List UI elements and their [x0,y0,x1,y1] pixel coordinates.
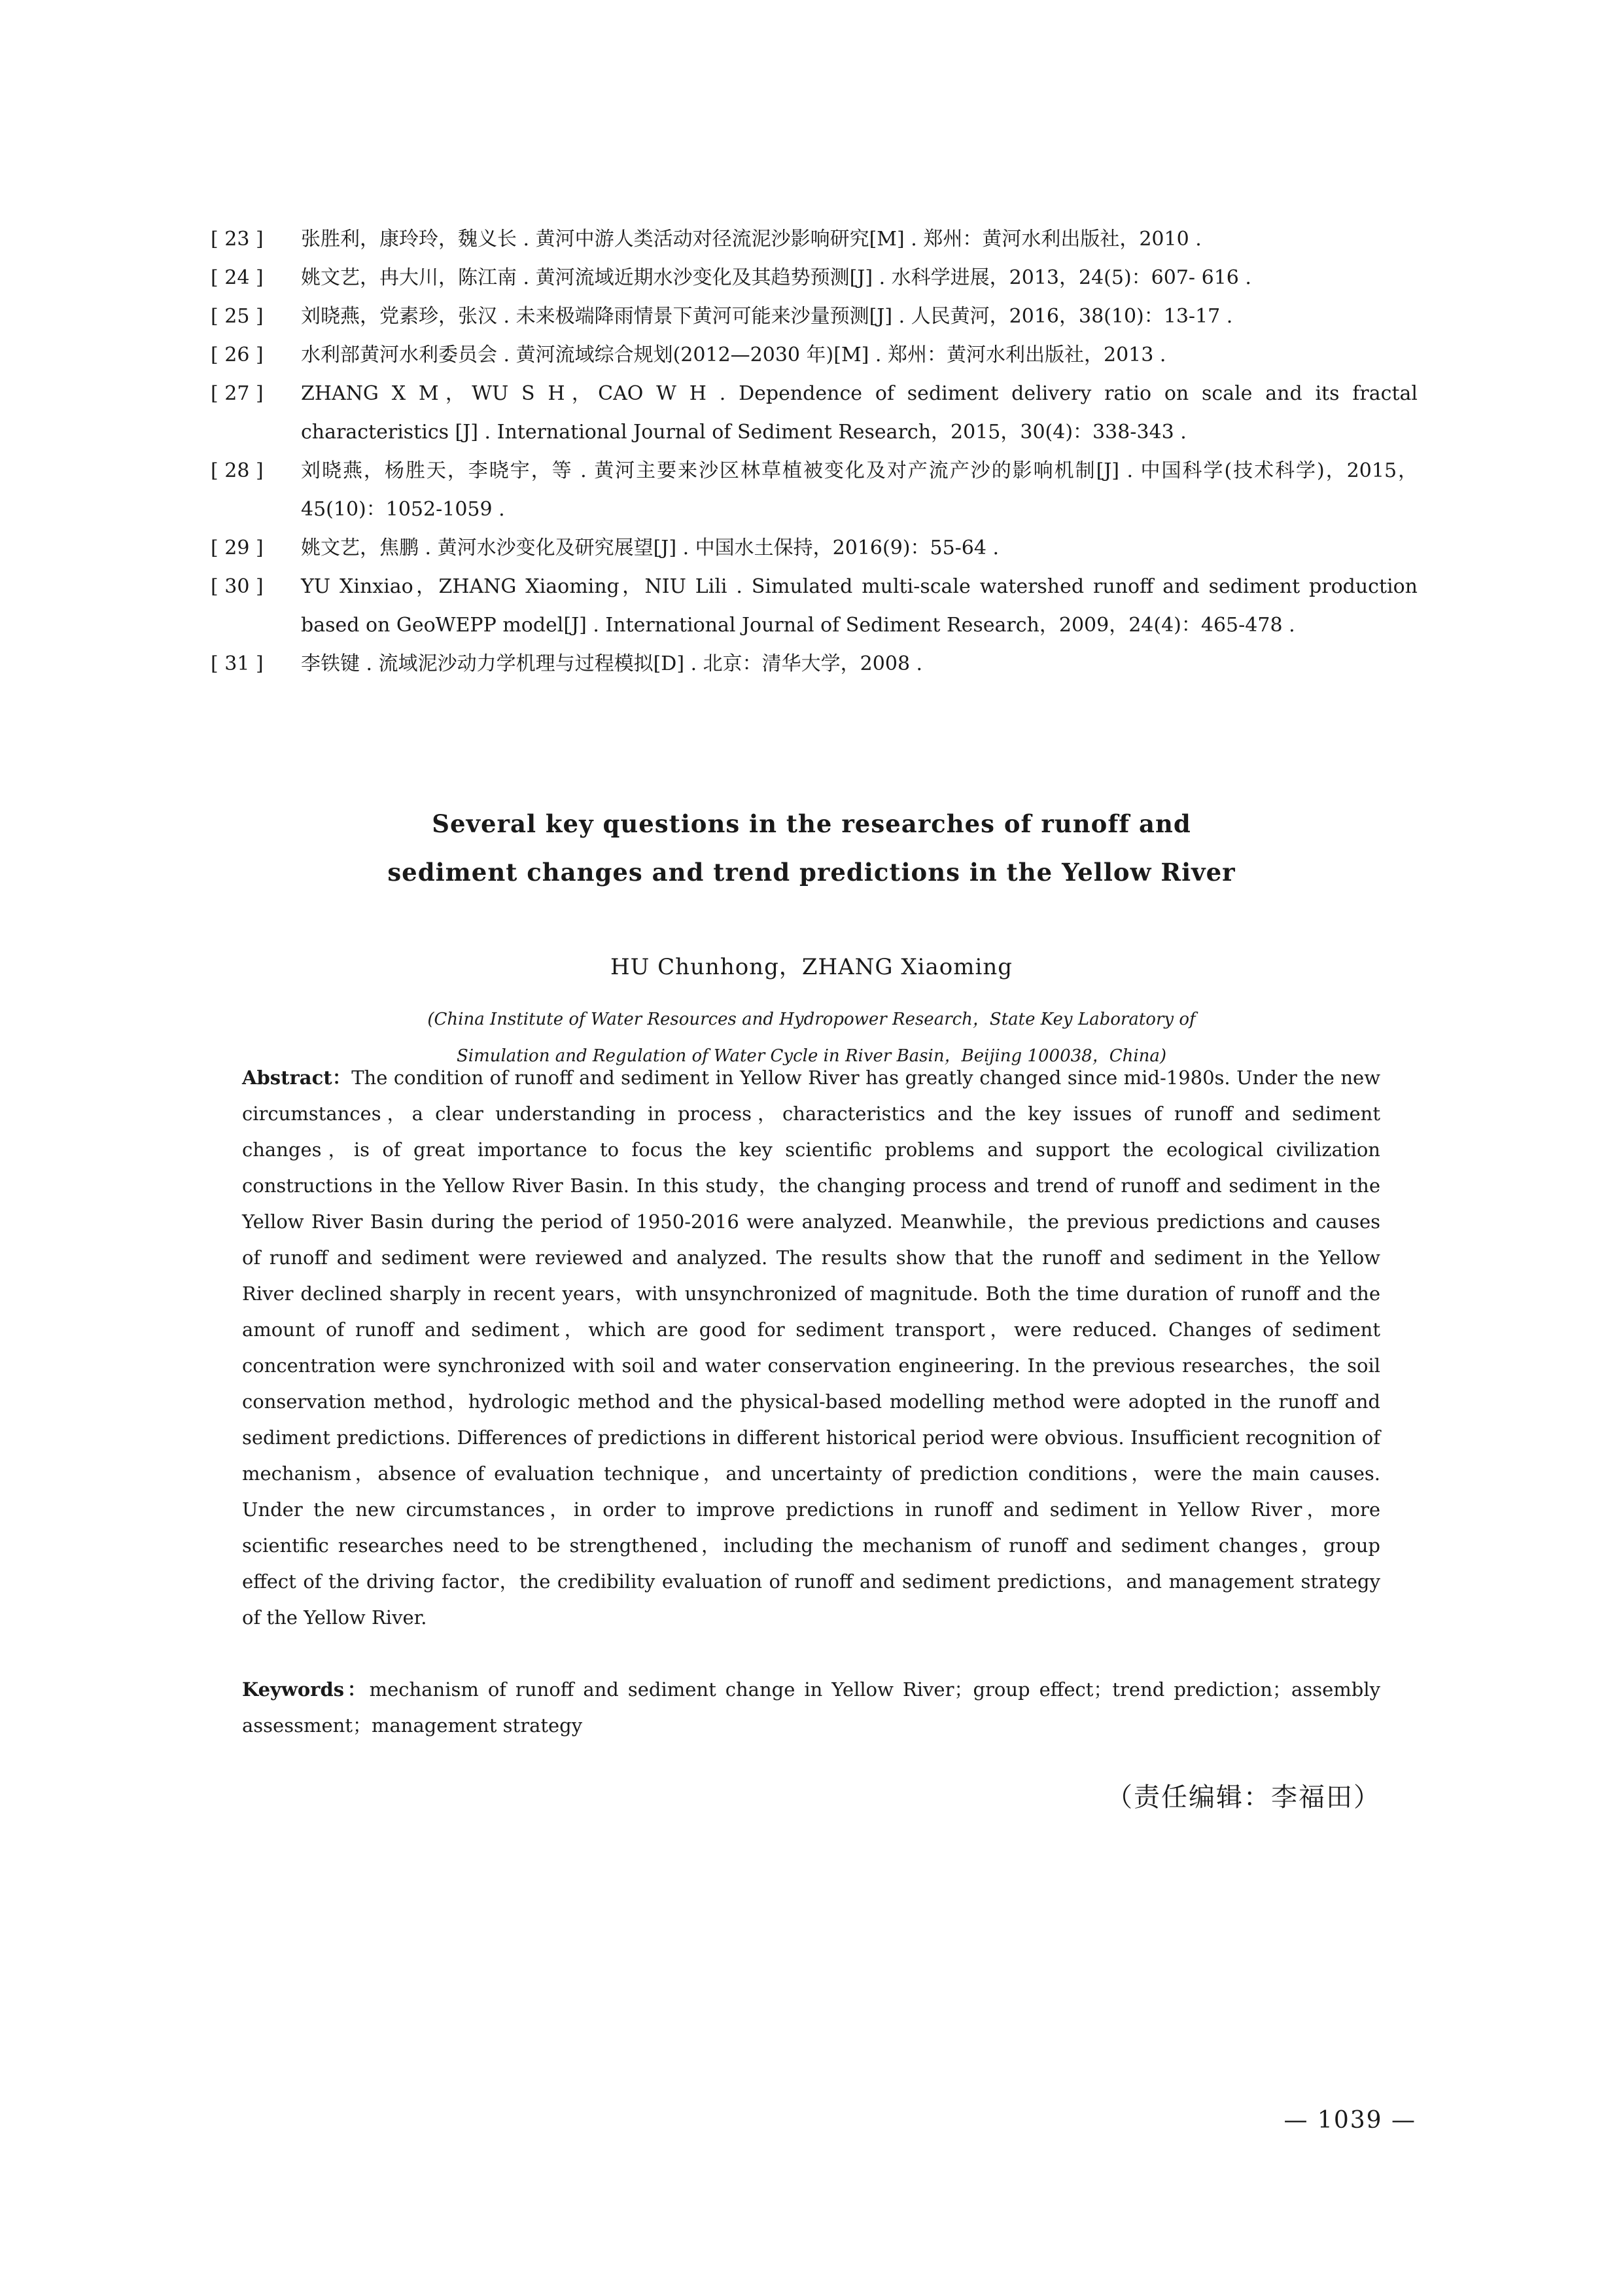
reference-number: [ 26 ] [211,344,264,366]
abstract [242,1060,1380,1636]
english-title-line-1: Several key questions in the researches of runoff and [432,809,1191,838]
reference-item [211,451,1418,529]
reference-item [211,220,1418,258]
keywords-label: Keywords： [242,1678,370,1701]
affiliation-line-1: (China Institute of Water Resources and Hydropower Research，State Key Laboratory of [427,1010,1196,1029]
reference-number: [ 27 ] [211,382,264,405]
reference-number: [ 28 ] [211,459,264,482]
english-title [0,800,1623,896]
reference-number: [ 25 ] [211,305,264,328]
reference-item [211,336,1418,374]
reference-text: 李铁键 . 流域泥沙动力学机理与过程模拟[D] . 北京：清华大学，2008 . [301,652,923,675]
page-number: — 1039 — [1283,2107,1416,2134]
reference-number: [ 31 ] [211,652,264,675]
english-title-line-2: sediment changes and trend predictions in the Yellow River [387,858,1236,887]
editor-note: （责任编辑：李福田） [1106,1782,1381,1812]
reference-text: 水利部黄河水利委员会 . 黄河流域综合规划(2012—2030 年)[M] . 郑州：黄河水利出版社，2013 . [301,344,1166,366]
authors: HU Chunhong，ZHANG Xiaoming [610,954,1013,980]
abstract-label: Abstract： [242,1067,352,1089]
reference-number: [ 23 ] [211,228,264,251]
reference-number: [ 24 ] [211,266,264,289]
reference-text: 姚文艺，冉大川，陈江南 . 黄河流域近期水沙变化及其趋势预测[J] . 水科学进展，2013，24(5)：607- 616 . [301,266,1251,289]
reference-number: [ 30 ] [211,575,264,598]
reference-text: 姚文艺，焦鹏 . 黄河水沙变化及研究展望[J] . 中国水土保持，2016(9)：55-64 . [301,537,1000,559]
reference-text: YU Xinxiao，ZHANG Xiaoming，NIU Lili . Simulated multi-scale watershed runoff and sediment production based on GeoWEPP model[J] . International Journal of Sediment Research，2009，24(4)：465-478 . [301,575,1418,637]
reference-item [211,258,1418,297]
reference-text: 刘晓燕，杨胜天，李晓宇，等 . 黄河主要来沙区林草植被变化及对产流产沙的影响机制[J] . 中国科学(技术科学)，2015，45(10)：1052-1059 . [301,459,1418,521]
affiliation-line-2: Simulation and Regulation of Water Cycle in River Basin，Beijing 100038，China) [456,1046,1167,1066]
reference-item [211,645,1418,683]
keywords-text: mechanism of runoff and sediment change in Yellow River；group effect；trend prediction；assembly assessment；management strategy [242,1678,1380,1737]
reference-text: 张胜利，康玲玲，魏义长 . 黄河中游人类活动对径流泥沙影响研究[M] . 郑州：黄河水利出版社，2010 . [301,228,1202,251]
reference-text: 刘晓燕，党素珍，张汉 . 未来极端降雨情景下黄河可能来沙量预测[J] . 人民黄河，2016，38(10)：13-17 . [301,305,1233,328]
reference-list [211,220,1418,683]
reference-item [211,567,1418,645]
keywords [242,1672,1380,1744]
abstract-text: The condition of runoff and sediment in Yellow River has greatly changed since mid-1980s. Under the new circumstances，a clear understanding in process，characteristics and the key issues of runoff and sediment changes，is of great importance to focus the key scientific problems and support the ecological civilization constructions in the Yellow River Basin. In this study，the changing process and trend of runoff and sediment in the Yellow River Basin during the period of 1950-2016 were analyzed. Meanwhile，the previous predictions and causes of runoff and sediment were reviewed and analyzed. The results show that the runoff and sediment in the Yellow River declined sharply in recent years，with unsynchronized of magnitude. Both the time duration of runoff and the amount of runoff and sediment，which are good for sediment transport，were reduced. Changes of sediment concentration were synchronized with soil and water conservation engineering. In the previous researches，the soil conservation method，hydrologic method and the physical-based modelling method were adopted in the runoff and sediment predictions. Differences of predictions in different historical period were obvious. Insufficient recognition of mechanism，absence of evaluation technique，and uncertainty of prediction conditions，were the main causes. Under the new circumstances，in order to improve predictions in runoff and sediment in Yellow River，more scientific researches need to be strengthened，including the mechanism of runoff and sediment changes，group effect of the driving factor，the credibility evaluation of runoff and sediment predictions，and management strategy of the Yellow River. [242,1067,1381,1629]
reference-item [211,529,1418,567]
reference-number: [ 29 ] [211,537,264,559]
reference-item [211,374,1418,451]
reference-item [211,297,1418,336]
reference-text: ZHANG X M，WU S H，CAO W H . Dependence of sediment delivery ratio on scale and its fractal characteristics [J] . International Journal of Sediment Research，2015，30(4)：338-343 . [301,382,1418,444]
